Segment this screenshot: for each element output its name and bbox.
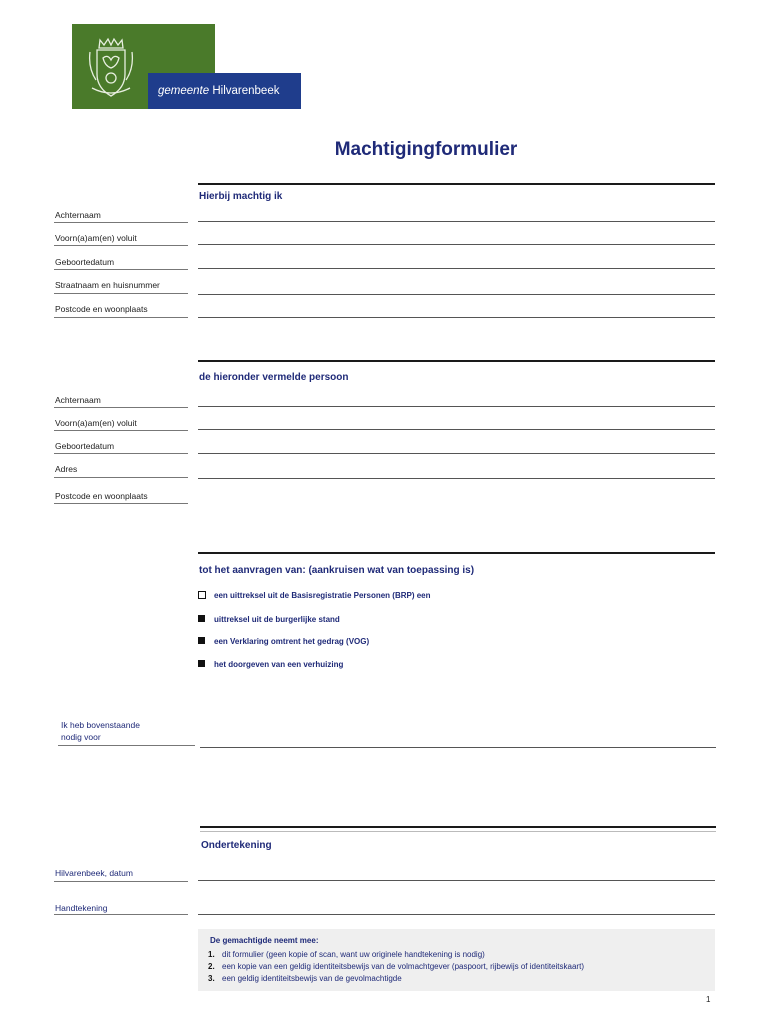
page-title: Machtigingformulier: [334, 139, 518, 160]
label-underline: [54, 503, 188, 504]
field-label-first-names: Voorn(a)am(en) voluit: [55, 233, 137, 243]
address-input-line[interactable]: [198, 478, 715, 479]
label-underline: [54, 407, 188, 408]
instruction-item: [208, 974, 402, 983]
section-divider: [198, 552, 715, 554]
purpose-label-line2: nodig voor: [61, 732, 101, 742]
instruction-item: [208, 950, 485, 959]
field-label-postcode: Postcode en woonplaats: [55, 304, 148, 314]
section-heading-request: tot het aanvragen van: (aankruisen wat van toepassing is): [199, 565, 475, 576]
option-label-relocation: het doorgeven van een verhuizing: [214, 660, 344, 669]
instruction-text: een geldig identiteitsbewijs van de gevolmachtigde: [222, 974, 402, 983]
birthdate-input-line[interactable]: [198, 453, 715, 454]
option-checkbox-brp[interactable]: [198, 591, 206, 599]
street-input-line[interactable]: [198, 294, 715, 295]
field-label-place-date: Hilvarenbeek, datum: [55, 868, 133, 878]
label-underline: [54, 914, 188, 915]
logo-prefix: gemeente: [158, 85, 210, 97]
option-checkbox-relocation[interactable]: [198, 660, 205, 667]
place-date-input-line[interactable]: [198, 880, 715, 881]
field-label-surname: Achternaam: [55, 395, 101, 405]
instructions-heading: De gemachtigde neemt mee:: [210, 936, 319, 945]
page-number: 1: [706, 995, 711, 1004]
first-names-input-line[interactable]: [198, 244, 715, 245]
birthdate-input-line[interactable]: [198, 268, 715, 269]
field-label-birthdate: Geboortedatum: [55, 257, 115, 267]
label-underline: [54, 317, 188, 318]
section-heading-person: de hieronder vermelde persoon: [199, 372, 349, 383]
section-divider: [200, 826, 716, 828]
surname-input-line[interactable]: [198, 221, 715, 222]
surname-input-line[interactable]: [198, 406, 715, 407]
option-label-brp: een uittreksel uit de Basisregistratie Personen (BRP) een: [214, 591, 431, 600]
first-names-input-line[interactable]: [198, 429, 715, 430]
section-divider: [198, 360, 715, 362]
label-underline: [58, 745, 195, 746]
field-label-address: Adres: [55, 464, 78, 474]
option-checkbox-vog[interactable]: [198, 637, 205, 644]
postcode-input-line[interactable]: [198, 317, 715, 318]
field-label-postcode: Postcode en woonplaats: [55, 491, 148, 501]
option-checkbox-civil-registry[interactable]: [198, 615, 205, 622]
instruction-item: [208, 962, 584, 971]
section-heading-principal: Hierbij machtig ik: [199, 191, 283, 202]
logo-banner: [148, 73, 301, 109]
label-underline: [54, 222, 188, 223]
section-heading-signature: Ondertekening: [201, 840, 272, 851]
label-underline: [54, 453, 188, 454]
label-underline: [54, 293, 188, 294]
section-divider-secondary: [200, 831, 716, 832]
instruction-number: 1.: [208, 950, 215, 959]
field-label-surname: Achternaam: [55, 210, 101, 220]
label-underline: [54, 245, 188, 246]
section-divider: [198, 183, 715, 185]
instruction-text: dit formulier (geen kopie of scan, want uw originele handtekening is nodig): [222, 950, 485, 959]
field-label-first-names: Voorn(a)am(en) voluit: [55, 418, 137, 428]
label-underline: [54, 269, 188, 270]
purpose-input-line[interactable]: [200, 747, 716, 748]
coat-of-arms-icon: [86, 36, 136, 102]
label-underline: [54, 477, 188, 478]
logo-name: Hilvarenbeek: [212, 85, 280, 97]
option-label-vog: een Verklaring omtrent het gedrag (VOG): [214, 637, 370, 646]
label-underline: [54, 881, 188, 882]
instruction-number: 2.: [208, 962, 215, 971]
field-label-street: Straatnaam en huisnummer: [55, 280, 160, 290]
signature-input-line[interactable]: [198, 914, 715, 915]
purpose-label-line1: Ik heb bovenstaande: [61, 720, 140, 730]
label-underline: [54, 430, 188, 431]
field-label-signature: Handtekening: [55, 903, 108, 913]
field-label-birthdate: Geboortedatum: [55, 441, 115, 451]
instruction-text: een kopie van een geldig identiteitsbewijs van de volmachtgever (paspoort, rijbewijs of identiteitskaart): [222, 962, 584, 971]
instruction-number: 3.: [208, 974, 215, 983]
option-label-civil-registry: uittreksel uit de burgerlijke stand: [214, 615, 340, 624]
